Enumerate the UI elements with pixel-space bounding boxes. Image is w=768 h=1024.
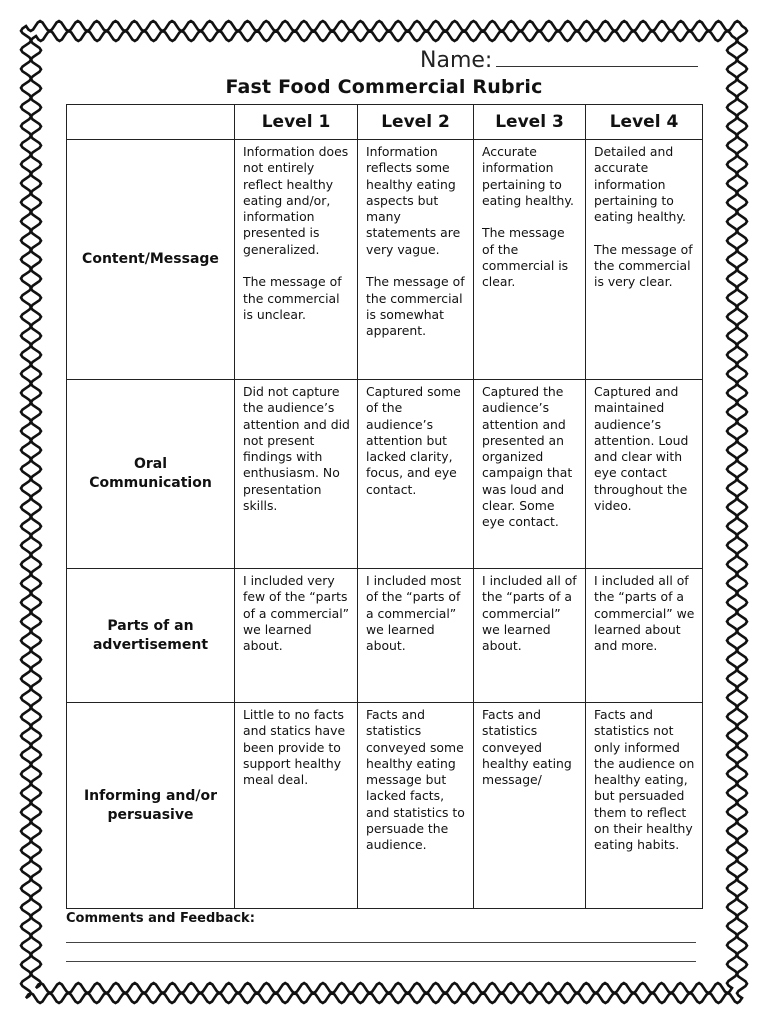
rubric-cell: Facts and statistics conveyed some healthy eating message but lacked facts, and statistics to persuade the audience.	[358, 703, 474, 909]
rubric-cell: I included very few of the “parts of a commercial” we learned about.	[235, 569, 358, 703]
rubric-cell: Facts and statistics not only informed the audience on healthy eating, but persuaded them to reflect on their healthy eating habits.	[586, 703, 703, 909]
level-4-header: Level 4	[586, 105, 703, 140]
rubric-cell: Little to no facts and statics have been provide to support healthy meal deal.	[235, 703, 358, 909]
rubric-cell: Information does not entirely reflect healthy eating and/or, information presented is generalized. The message of the commercial is unclear.	[235, 140, 358, 380]
rubric-cell: Captured some of the audience’s attention but lacked clarity, focus, and eye contact.	[358, 380, 474, 569]
rubric-cell: Facts and statistics conveyed healthy eating message/	[474, 703, 586, 909]
name-field[interactable]	[420, 46, 698, 73]
criterion-content-message: Content/Message	[67, 140, 235, 380]
table-row-content-message	[67, 140, 703, 380]
page-title: Fast Food Commercial Rubric	[225, 76, 543, 98]
rubric-table	[66, 104, 703, 909]
rubric-cell: I included most of the “parts of a commercial” we learned about.	[358, 569, 474, 703]
level-1-header: Level 1	[235, 105, 358, 140]
rubric-cell: Detailed and accurate information pertaining to eating healthy. The message of the commercial is very clear.	[586, 140, 703, 380]
table-row-oral-communication	[67, 380, 703, 569]
rubric-cell: I included all of the “parts of a commercial” we learned about and more.	[586, 569, 703, 703]
rubric-cell: Captured the audience’s attention and presented an organized campaign that was loud and clear. Some eye contact.	[474, 380, 586, 569]
criterion-parts-of-advertisement: Parts of an advertisement	[67, 569, 235, 703]
rubric-cell: Accurate information pertaining to eating healthy. The message of the commercial is clear.	[474, 140, 586, 380]
level-3-header: Level 3	[474, 105, 586, 140]
header-row	[67, 105, 703, 140]
criterion-informing-persuasive: Informing and/or persuasive	[67, 703, 235, 909]
corner-cell	[67, 105, 235, 140]
comment-line-2[interactable]	[66, 961, 696, 962]
rubric-cell: I included all of the “parts of a commercial” we learned about.	[474, 569, 586, 703]
table-row-informing-persuasive	[67, 703, 703, 909]
name-blank-line[interactable]	[496, 46, 698, 67]
level-2-header: Level 2	[358, 105, 474, 140]
name-label: Name:	[420, 48, 493, 73]
comment-line-1[interactable]	[66, 942, 696, 943]
comments-label: Comments and Feedback:	[66, 911, 255, 926]
rubric-cell: Did not capture the audience’s attention and did not present findings with enthusiasm. No presentation skills.	[235, 380, 358, 569]
table-row-parts-of-advertisement	[67, 569, 703, 703]
criterion-oral-communication: Oral Communication	[67, 380, 235, 569]
rubric-cell: Captured and maintained audience’s attention. Loud and clear with eye contact throughout the video.	[586, 380, 703, 569]
rubric-cell: Information reflects some healthy eating aspects but many statements are very vague. The message of the commercial is somewhat apparent.	[358, 140, 474, 380]
